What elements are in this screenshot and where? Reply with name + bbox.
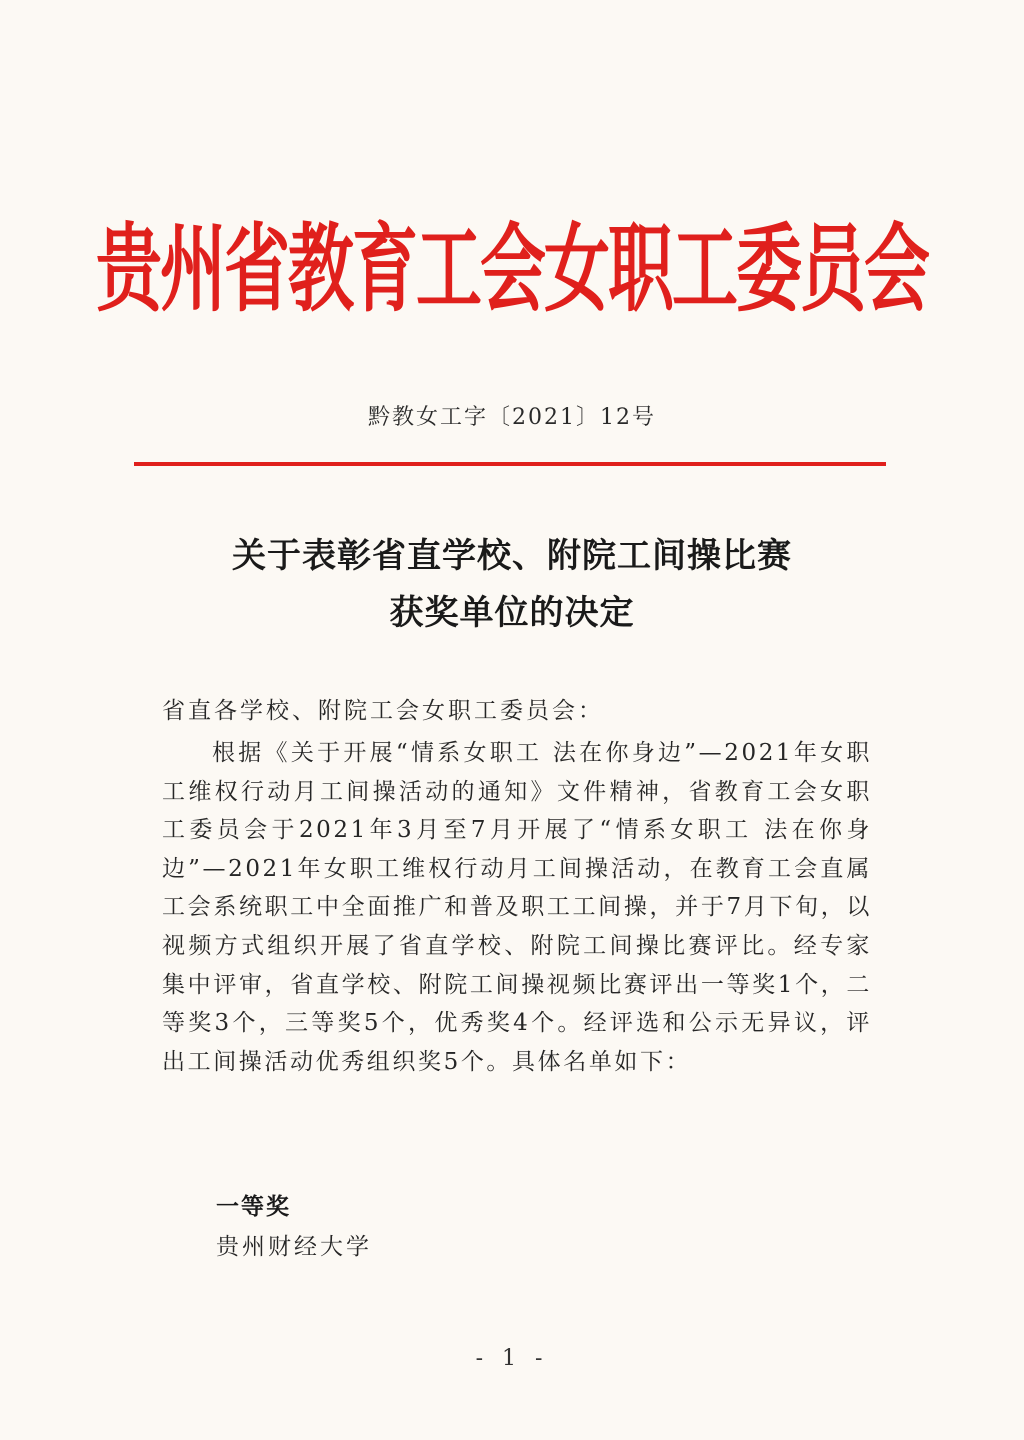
red-divider-line	[134, 462, 886, 466]
document-number: 黔教女工字〔2021〕12号	[368, 405, 656, 430]
salutation: 省直各学校、附院工会女职工委员会：	[162, 698, 604, 724]
organization-header: 贵州省教育工会女职工委员会	[96, 213, 928, 325]
document-title-line1: 关于表彰省直学校、附院工间操比赛	[232, 536, 792, 576]
page-number: - 1 -	[475, 1346, 549, 1371]
first-prize-winner: 贵州财经大学	[216, 1234, 372, 1260]
body-paragraph: 根据《关于开展“情系女职工 法在你身边”—2021年女职工维权行动月工间操活动的通知》文件精神，省教育工会女职工委员会于2021年3月至7月开展了“情系女职工 法在你身边”—2021年女职工维权行动月工间操活动，在教育工会直属工会系统职工中全面推广和普及职工工间操，并于7月下旬，以视频方式组织开展了省直学校、附院工间操比赛评比。经专家集中评审，省直学校、附院工间操视频比赛评出一等奖1个，二等奖3个，三等奖5个，优秀奖4个。经评选和公示无异议，评出工间操活动优秀组织奖5个。具体名单如下：	[162, 740, 872, 1075]
document-title-line2: 获奖单位的决定	[389, 593, 635, 633]
first-prize-heading: 一等奖	[216, 1193, 291, 1220]
